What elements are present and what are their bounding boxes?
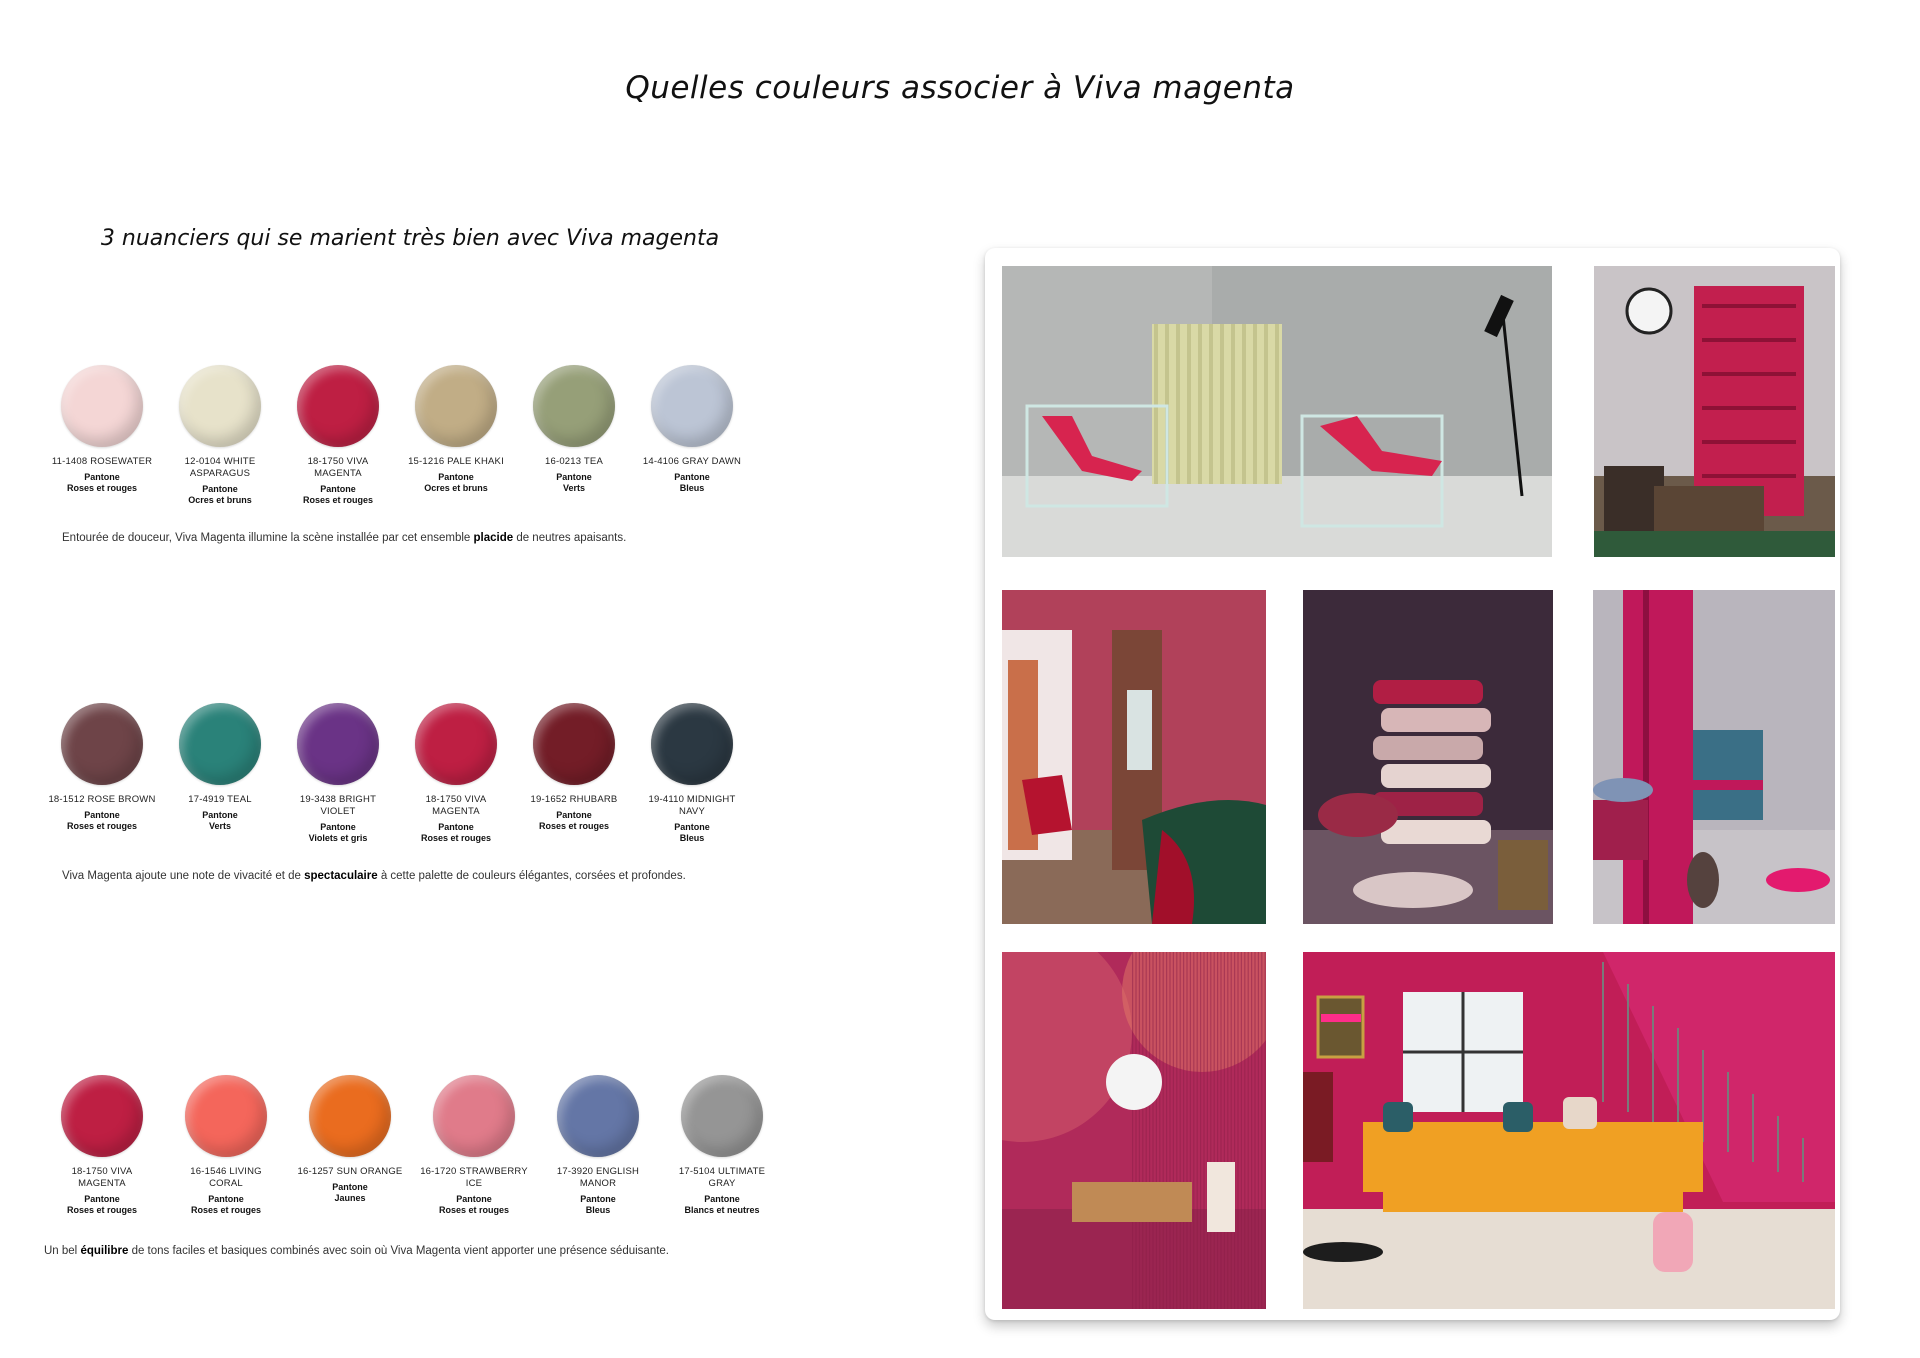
swatch-circle <box>533 365 615 447</box>
color-swatch <box>414 1075 534 1216</box>
swatch-code: 18-1750 VIVA MAGENTA <box>307 456 369 479</box>
photo-orange-sofa-room <box>1303 952 1835 1309</box>
swatch-circle <box>557 1075 639 1157</box>
photo-magenta-curtain <box>1593 590 1835 924</box>
swatch-code: 18-1750 VIVA MAGENTA <box>71 1166 133 1189</box>
swatch-family: Roses et rouges <box>66 821 138 831</box>
swatch-family: Blancs et neutres <box>684 1205 760 1215</box>
swatch-circle <box>185 1075 267 1157</box>
swatch-family: Roses et rouges <box>538 821 610 831</box>
swatch-circle <box>297 703 379 785</box>
swatch-brand: Pantone <box>320 822 356 832</box>
swatch-row <box>52 1075 792 1225</box>
color-swatch <box>632 365 752 494</box>
swatch-brand: Pantone <box>208 1194 244 1204</box>
swatch-circle <box>61 703 143 785</box>
swatch-family: Roses et rouges <box>66 483 138 493</box>
color-swatch <box>160 365 280 506</box>
swatch-family: Bleus <box>679 833 705 843</box>
caption-text: Viva Magenta ajoute une note de vivacité et de <box>62 870 305 882</box>
swatch-code: 16-1546 LIVING CORAL <box>190 1166 262 1189</box>
color-swatch <box>290 1075 410 1204</box>
palette-caption <box>62 870 802 882</box>
color-swatch <box>514 365 634 494</box>
swatch-code: 14-4106 GRAY DAWN <box>642 456 742 467</box>
swatch-family: Roses et rouges <box>66 1205 138 1215</box>
swatch-code: 17-4919 TEAL <box>188 794 252 805</box>
color-swatch <box>42 1075 162 1216</box>
caption-text: de tons faciles et basiques combinés avec soin où Viva Magenta vient apporter une présence séduisante. <box>128 1245 669 1257</box>
photo-glass-chairs-room <box>1002 266 1552 557</box>
swatch-circle <box>681 1075 763 1157</box>
color-swatch <box>278 365 398 506</box>
swatch-family: Roses et rouges <box>438 1205 510 1215</box>
photo-magenta-bathroom <box>1002 952 1266 1309</box>
swatch-family: Bleus <box>679 483 705 493</box>
swatch-brand: Pantone <box>556 472 592 482</box>
swatch-circle <box>179 703 261 785</box>
page-title: Quelles couleurs associer à Viva magenta <box>625 70 1295 106</box>
swatch-brand: Pantone <box>704 1194 740 1204</box>
swatch-code: 19-3438 BRIGHT VIOLET <box>299 794 377 817</box>
swatch-family: Verts <box>562 483 586 493</box>
swatch-circle <box>415 365 497 447</box>
color-swatch <box>514 703 634 832</box>
swatch-row <box>52 365 792 515</box>
color-swatch <box>662 1075 782 1216</box>
swatch-family: Bleus <box>585 1205 611 1215</box>
swatch-brand: Pantone <box>556 810 592 820</box>
swatch-code: 19-4110 MIDNIGHT NAVY <box>648 794 736 817</box>
swatch-circle <box>533 703 615 785</box>
swatch-family: Verts <box>208 821 232 831</box>
swatch-circle <box>651 365 733 447</box>
swatch-circle <box>415 703 497 785</box>
color-swatch <box>396 703 516 844</box>
swatch-code: 16-0213 TEA <box>544 456 603 467</box>
swatch-brand: Pantone <box>580 1194 616 1204</box>
color-swatch <box>166 1075 286 1216</box>
swatch-brand: Pantone <box>84 810 120 820</box>
swatch-family: Roses et rouges <box>302 495 374 505</box>
swatch-code: 19-1652 RHUBARB <box>530 794 618 805</box>
swatch-code: 15-1216 PALE KHAKI <box>408 456 504 467</box>
color-swatch <box>42 365 162 494</box>
swatch-row <box>48 703 792 853</box>
swatch-code: 17-5104 ULTIMATE GRAY <box>678 1166 766 1189</box>
swatch-family: Jaunes <box>334 1193 366 1203</box>
swatch-circle <box>433 1075 515 1157</box>
palette-caption <box>44 1245 784 1257</box>
caption-emphasis: spectaculaire <box>304 870 378 882</box>
color-swatch <box>632 703 752 844</box>
caption-emphasis: équilibre <box>80 1245 129 1257</box>
swatch-brand: Pantone <box>320 484 356 494</box>
caption-text: de neutres apaisants. <box>513 532 627 544</box>
swatch-brand: Pantone <box>438 822 474 832</box>
swatch-code: 17-3920 ENGLISH MANOR <box>556 1166 640 1189</box>
color-swatch <box>538 1075 658 1216</box>
swatch-family: Ocres et bruns <box>188 495 252 505</box>
photo-pink-living-room <box>1002 590 1266 924</box>
swatch-brand: Pantone <box>84 1194 120 1204</box>
swatch-brand: Pantone <box>456 1194 492 1204</box>
caption-text: Entourée de douceur, Viva Magenta illumine la scène installée par cet ensemble <box>62 532 474 544</box>
swatch-code: 16-1257 SUN ORANGE <box>297 1166 403 1177</box>
swatch-brand: Pantone <box>674 472 710 482</box>
swatch-family: Roses et rouges <box>420 833 492 843</box>
swatch-brand: Pantone <box>202 484 238 494</box>
swatch-code: 18-1512 ROSE BROWN <box>48 794 156 805</box>
caption-emphasis: placide <box>473 532 514 544</box>
swatch-code: 16-1720 STRAWBERRY ICE <box>420 1166 528 1189</box>
color-swatch <box>278 703 398 844</box>
swatch-code: 18-1750 VIVA MAGENTA <box>425 794 487 817</box>
swatch-brand: Pantone <box>202 810 238 820</box>
palette-caption <box>62 532 802 544</box>
swatch-brand: Pantone <box>438 472 474 482</box>
swatch-circle <box>179 365 261 447</box>
swatch-brand: Pantone <box>674 822 710 832</box>
swatch-family: Ocres et bruns <box>424 483 488 493</box>
swatch-circle <box>309 1075 391 1157</box>
swatch-code: 12-0104 WHITE ASPARAGUS <box>184 456 256 479</box>
caption-text: Un bel <box>44 1245 81 1257</box>
swatch-family: Violets et gris <box>308 833 368 843</box>
swatch-circle <box>651 703 733 785</box>
swatch-code: 11-1408 ROSEWATER <box>51 456 153 467</box>
color-swatch <box>160 703 280 832</box>
section-subtitle: 3 nuanciers qui se marient très bien avec Viva magenta <box>100 226 720 251</box>
color-swatch <box>396 365 516 494</box>
swatch-circle <box>297 365 379 447</box>
moodboard-card <box>985 248 1840 1320</box>
photo-stacked-cushions <box>1303 590 1553 924</box>
color-swatch <box>42 703 162 832</box>
photo-magenta-bookshelf <box>1594 266 1835 557</box>
swatch-family: Roses et rouges <box>190 1205 262 1215</box>
caption-text: à cette palette de couleurs élégantes, corsées et profondes. <box>377 870 686 882</box>
swatch-circle <box>61 1075 143 1157</box>
swatch-brand: Pantone <box>332 1182 368 1192</box>
swatch-circle <box>61 365 143 447</box>
swatch-brand: Pantone <box>84 472 120 482</box>
